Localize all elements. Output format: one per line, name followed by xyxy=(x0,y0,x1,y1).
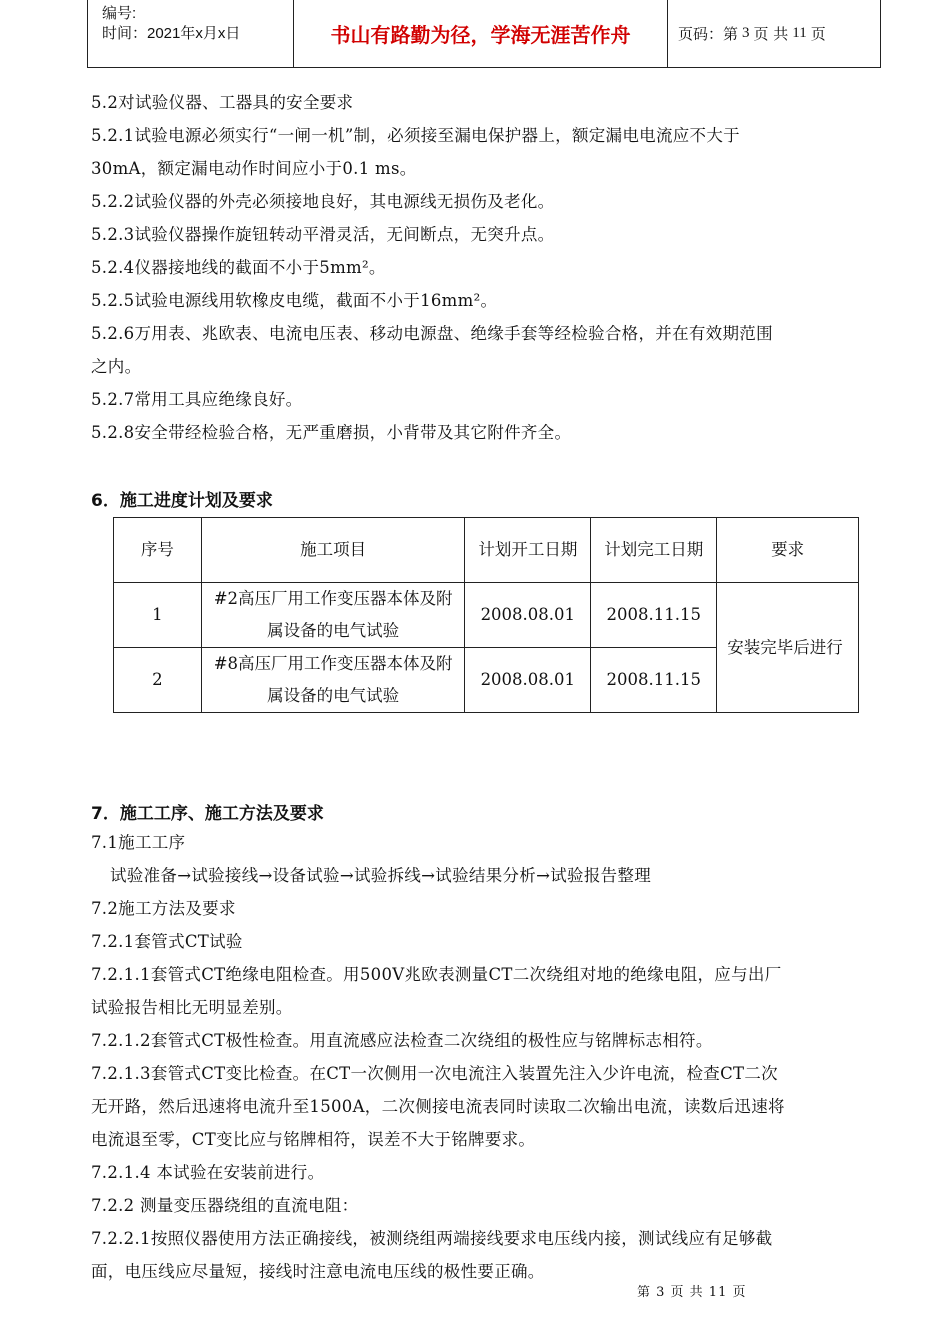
col-header-no: 序号 xyxy=(114,518,202,583)
table-header-row xyxy=(114,518,859,583)
col-header-item: 施工项目 xyxy=(201,518,464,583)
sec521-line1: 5.2.1试验电源必须实行“一闸一机”制，必须接至漏电保护器上，额定漏电电流应不大于 xyxy=(91,126,740,145)
table-row xyxy=(114,583,859,648)
sec521-line2: 30mA，额定漏电动作时间应小于0.1 ms。 xyxy=(91,159,417,178)
sec721: 7.2.1套管式CT试验 xyxy=(91,932,243,951)
code-label: 编号: xyxy=(102,5,137,22)
page-footer: 第 3 页 共 11 页 xyxy=(637,1285,747,1300)
sec525: 5.2.5试验电源线用软橡皮电缆，截面不小于16mm²。 xyxy=(91,291,498,310)
page-header xyxy=(87,0,881,68)
cell-no: 1 xyxy=(114,583,202,648)
sec7212: 7.2.1.2套管式CT极性检查。用直流感应法检查二次绕组的极性应与铭牌标志相符。 xyxy=(91,1031,713,1050)
sec7-heading: 7．施工工序、施工方法及要求 xyxy=(91,804,324,824)
sec7213-line3: 电流退至零，CT变比应与铭牌相符，误差不大于铭牌要求。 xyxy=(91,1130,536,1149)
sec71: 7.1施工工序 xyxy=(91,833,186,852)
header-slogan: 书山有路勤为径，学海无涯苦作舟 xyxy=(294,0,668,67)
header-meta xyxy=(88,0,294,67)
sec7211-line2: 试验报告相比无明显差别。 xyxy=(91,998,293,1017)
page-mid: 页 共 xyxy=(753,25,789,43)
schedule-table xyxy=(113,517,859,713)
cell-requirement: 安装完毕后进行 xyxy=(717,583,859,713)
cell-item: #8高压厂用工作变压器本体及附属设备的电气试验 xyxy=(201,648,464,713)
sec528: 5.2.8安全带经检验合格，无严重磨损，小背带及其它附件齐全。 xyxy=(91,423,572,442)
col-header-req: 要求 xyxy=(717,518,859,583)
sec527: 5.2.7常用工具应绝缘良好。 xyxy=(91,390,303,409)
sec722: 7.2.2 测量变压器绕组的直流电阻： xyxy=(91,1196,359,1215)
header-page-info xyxy=(668,0,880,67)
page-suffix: 页 xyxy=(810,25,826,43)
page-total: 11 xyxy=(792,25,807,41)
sec7214: 7.2.1.4 本试验在安装前进行。 xyxy=(91,1163,325,1182)
col-header-start: 计划开工日期 xyxy=(465,518,591,583)
sec7221-line1: 7.2.2.1按照仪器使用方法正确接线，被测绕组两端接线要求电压线内接，测试线应有足够截 xyxy=(91,1229,773,1248)
sec6-heading: 6．施工进度计划及要求 xyxy=(91,491,273,511)
cell-item: #2高压厂用工作变压器本体及附属设备的电气试验 xyxy=(201,583,464,648)
sec7213-line2: 无开路，然后迅速将电流升至1500A，二次侧接电流表同时读取二次输出电流，读数后迅速将 xyxy=(91,1097,785,1116)
sec526-line1: 5.2.6万用表、兆欧表、电流电压表、移动电源盘、绝缘手套等经检验合格，并在有效期范围 xyxy=(91,324,773,343)
page-number: 3 xyxy=(742,25,750,41)
sec72: 7.2施工方法及要求 xyxy=(91,899,236,918)
sec7211-line1: 7.2.1.1套管式CT绝缘电阻检查。用500V兆欧表测量CT二次绕组对地的绝缘电阻，应与出厂 xyxy=(91,965,782,984)
sec7213-line1: 7.2.1.3套管式CT变比检查。在CT一次侧用一次电流注入装置先注入少许电流，检查CT二次 xyxy=(91,1064,778,1083)
cell-finish: 2008.11.15 xyxy=(591,583,717,648)
sec522: 5.2.2试验仪器的外壳必须接地良好，其电源线无损伤及老化。 xyxy=(91,192,555,211)
sec52-title: 5.2对试验仪器、工器具的安全要求 xyxy=(91,93,354,112)
page-prefix: 页码：第 xyxy=(678,25,739,43)
col-header-finish: 计划完工日期 xyxy=(591,518,717,583)
time-label: 时间：2021年x月x日 xyxy=(102,25,241,42)
cell-start: 2008.08.01 xyxy=(465,583,591,648)
sec524: 5.2.4仪器接地线的截面不小于5mm²。 xyxy=(91,258,386,277)
cell-finish: 2008.11.15 xyxy=(591,648,717,713)
cell-start: 2008.08.01 xyxy=(465,648,591,713)
process-flow: 试验准备→试验接线→设备试验→试验拆线→试验结果分析→试验报告整理 xyxy=(110,866,652,885)
sec523: 5.2.3试验仪器操作旋钮转动平滑灵活，无间断点，无突升点。 xyxy=(91,225,555,244)
sec7221-line2: 面，电压线应尽量短，接线时注意电流电压线的极性要正确。 xyxy=(91,1262,545,1281)
sec526-line2: 之内。 xyxy=(91,357,142,376)
cell-no: 2 xyxy=(114,648,202,713)
